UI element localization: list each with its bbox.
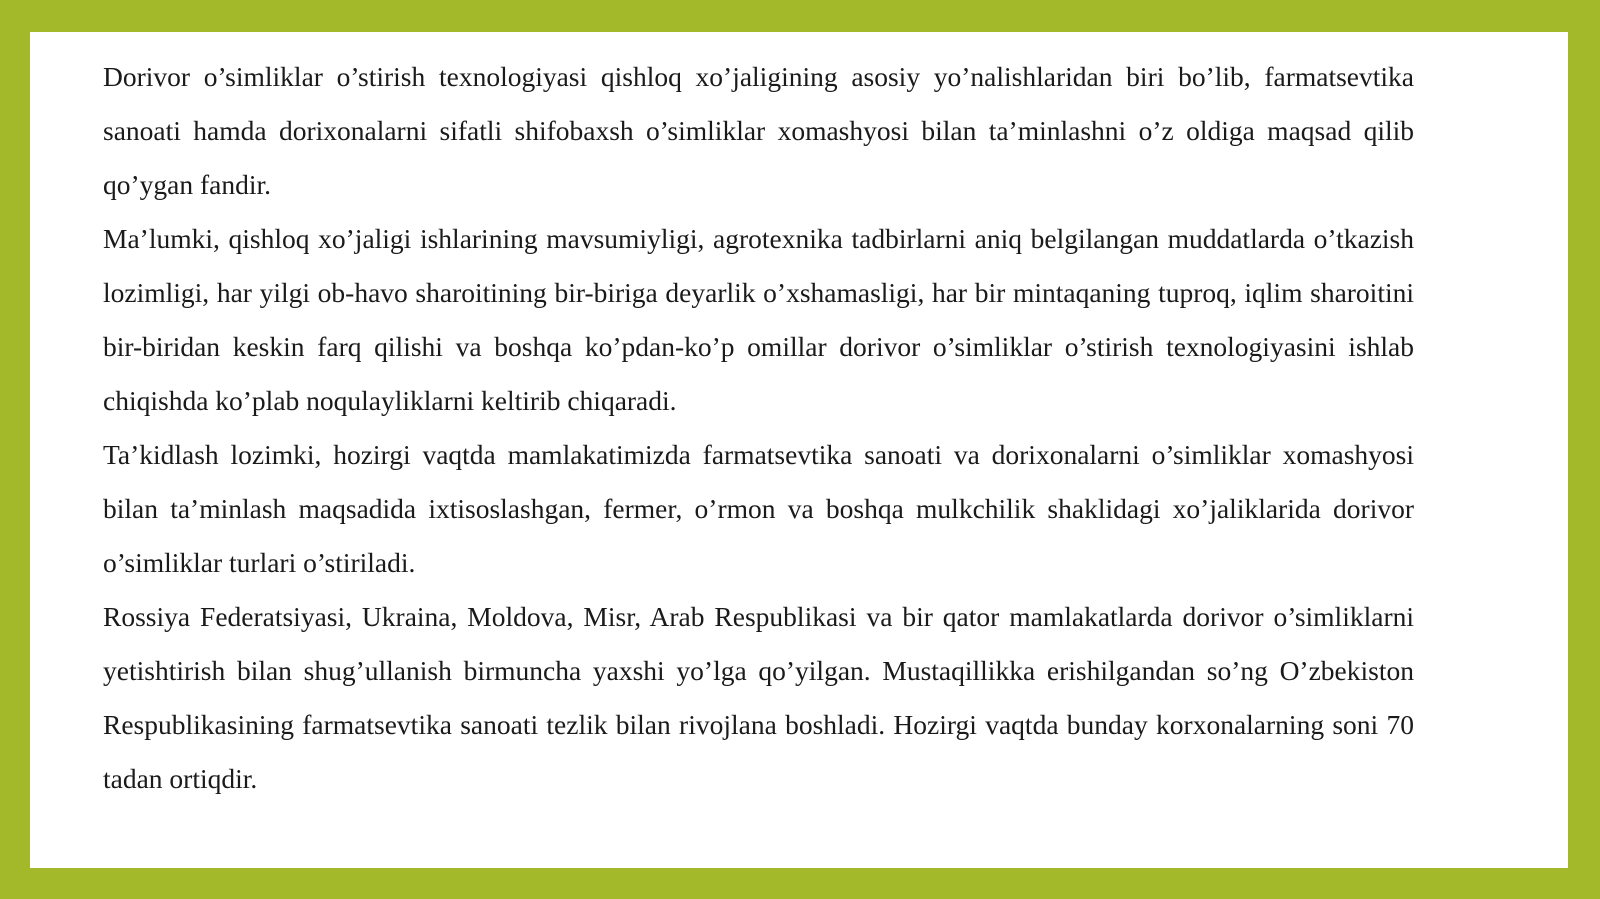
paragraph-1: Dorivor o’simliklar o’stirish texnologiyasi qishloq xo’jaligining asosiy yo’nalishlaridan biri bo’lib, farmatsevtika sanoati hamda dorixonalarni sifatli shifobaxsh o’simliklar xomashyosi bilan ta’minlashni o’z oldiga maqsad qilib qo’ygan fandir. bbox=[103, 61, 1414, 200]
paragraph-2: Ma’lumki, qishloq xo’jaligi ishlarining mavsumiyligi, agrotexnika tadbirlarni aniq belgilangan muddatlarda o’tkazish lozimligi, har yilgi ob-havo sharoitining bir-biriga deyarlik o’xshamasligi, har bir mintaqaning tuproq, iqlim sharoitini bir-biridan keskin farq qilishi va boshqa ko’pdan-ko’p omillar dorivor o’simliklar o’stirish texnologiyasini ishlab chiqishda ko’plab noqulayliklarni keltirib chiqaradi. bbox=[103, 223, 1414, 416]
paragraph-4: Rossiya Federatsiyasi, Ukraina, Moldova, Misr, Arab Respublikasi va bir qator mamlakatlarda dorivor o’simliklarni yetishtirish bilan shug’ullanish birmuncha yaxshi yo’lga qo’yilgan. Mustaqillikka erishilgandan so’ng O’zbekiston Respublikasining farmatsevtika sanoati tezlik bilan rivojlana boshladi. Hozirgi vaqtda bunday korxonalarning soni 70 tadan ortiqdir. bbox=[103, 601, 1414, 794]
slide-content-panel bbox=[30, 32, 1568, 868]
paragraph-3: Ta’kidlash lozimki, hozirgi vaqtda mamlakatimizda farmatsevtika sanoati va dorixonalarni o’simliklar xomashyosi bilan ta’minlash maqsadida ixtisoslashgan, fermer, o’rmon va boshqa mulkchilik shaklidagi xo’jaliklarida dorivor o’simliklar turlari o’stiriladi. bbox=[103, 439, 1414, 578]
slide-text-body bbox=[103, 50, 1414, 806]
